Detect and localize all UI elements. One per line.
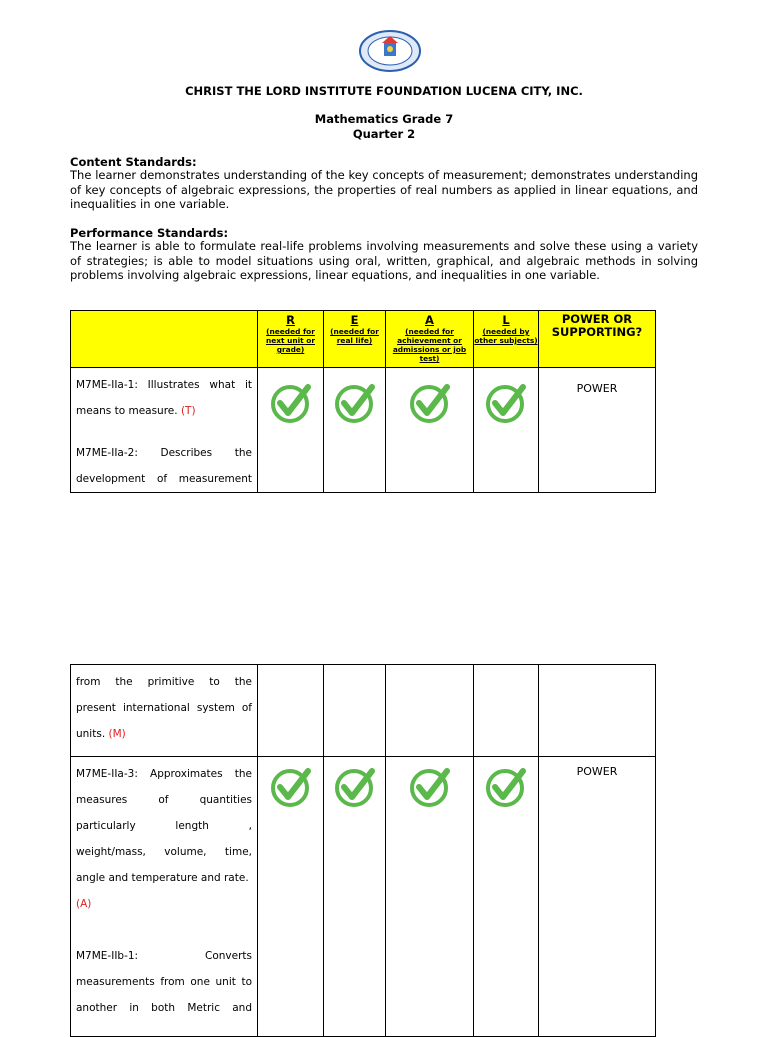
r-cell (258, 757, 324, 1037)
a-cell (386, 757, 474, 1037)
checkmark-icon (485, 767, 527, 807)
standards-table-part2 (70, 664, 656, 1037)
quarter-label: Quarter 2 (352, 127, 416, 141)
table-row (71, 665, 656, 757)
header-l: L (needed by other subjects) (474, 311, 539, 368)
e-cell (324, 368, 386, 493)
a-cell (386, 368, 474, 493)
competency-cell: M7ME-IIa-1: Illustrates what it means to measure. (T) M7ME-IIa-2: Describes the development of measurement (71, 368, 258, 493)
r-cell (258, 368, 324, 493)
power-cell: POWER (539, 368, 656, 493)
content-standards-text: The learner demonstrates understanding of the key concepts of measurement; demonstrates understanding of key concepts of algebraic expressions, the properties of real numbers as applied in linear equations, and inequalities in one variable. (70, 168, 698, 211)
header-e: E (needed for real life) (324, 311, 386, 368)
competency-code-tag: (A) (76, 898, 92, 910)
checkmark-icon (485, 383, 527, 423)
competency-code-tag: (T) (180, 405, 196, 417)
checkmark-icon (334, 383, 376, 423)
checkmark-icon (270, 383, 312, 423)
school-seal-logo (359, 30, 421, 72)
header-power-or-supporting: POWER OR SUPPORTING? (539, 311, 656, 368)
competency-code-tag: (M) (108, 728, 126, 740)
l-cell (474, 757, 539, 1037)
power-cell: POWER (539, 757, 656, 1037)
competency-cell: M7ME-IIa-3: Approximates the measures of quantities particularly length , weight/mass, volume, time, angle and temperature and rate. (A) M7ME-IIb-1: Converts measurements from one unit to another in both Metric and (71, 757, 258, 1037)
content-standards-heading: Content Standards: (70, 155, 197, 169)
checkmark-icon (409, 383, 451, 423)
header-r: R (needed for next unit or grade) (258, 311, 324, 368)
performance-standards-text: The learner is able to formulate real-life problems involving measurements and solve these using a variety of strategies; is able to model situations using oral, written, graphical, and algebraic methods in solving problems involving algebraic expressions, linear equations, and inequalities in one variable. (70, 239, 698, 282)
subject-title (0, 112, 768, 142)
table-row (71, 368, 656, 493)
table-header-row (71, 311, 656, 368)
l-cell (474, 368, 539, 493)
standards-table-part1 (70, 310, 656, 493)
header-a: A (needed for achievement or admissions or job test) (386, 311, 474, 368)
subject-grade: Mathematics Grade 7 (314, 112, 454, 126)
performance-standards-heading: Performance Standards: (70, 226, 229, 240)
checkmark-icon (409, 767, 451, 807)
checkmark-icon (270, 767, 312, 807)
header-blank-cell (71, 311, 258, 368)
school-name: CHRIST THE LORD INSTITUTE FOUNDATION LUCENA CITY, INC. (185, 84, 583, 98)
checkmark-icon (334, 767, 376, 807)
competency-cell: from the primitive to the present international system of units. (M) (71, 665, 258, 757)
e-cell (324, 757, 386, 1037)
table-row (71, 757, 656, 1037)
